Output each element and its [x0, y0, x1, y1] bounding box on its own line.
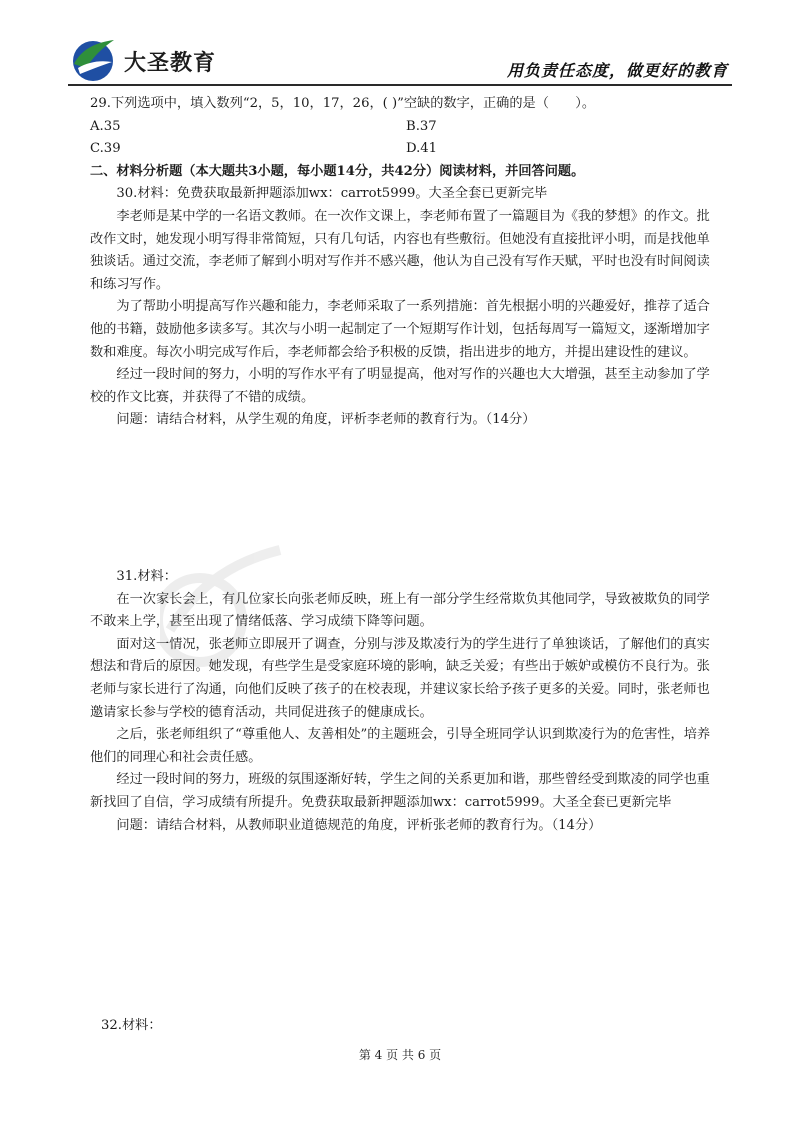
q30-paragraph: 李老师是某中学的一名语文教师。在一次作文课上，李老师布置了一篇题目为《我的梦想》的作文。批改作文时，她发现小明写得非常简短，只有几句话，内容也有些敷衍。但她没有直接批评小明，而是找他单独谈话。通过交流，李老师了解到小明对写作并不感兴趣，他认为自己没有写作天赋，平时也没有时间阅读和练习写作。	[90, 208, 710, 292]
option-b: B.37	[406, 118, 437, 134]
page-content	[90, 93, 722, 432]
q31-paragraph: 在一次家长会上，有几位家长向张老师反映，班上有一部分学生经常欺负其他同学，导致被欺负的同学不敢来上学，甚至出现了情绪低落、学习成绩下降等问题。	[90, 591, 710, 630]
q29-options	[90, 116, 722, 161]
q31-paragraph: 之后，张老师组织了“尊重他人、友善相处”的主题班会，引导全班同学认识到欺凌行为的危害性，培养他们的同理心和社会责任感。	[90, 727, 711, 765]
q31-block	[90, 566, 722, 837]
header-slogan: 用负责任态度，做更好的教育	[506, 61, 728, 80]
q31-question: 问题：请结合材料，从教师职业道德规范的角度，评析张老师的教育行为。（14分）	[116, 817, 602, 833]
header-divider	[68, 84, 732, 86]
q29-stem: 29.下列选项中，填入数列“2，5，10，17，26，( )”空缺的数字，正确的是（ ）。	[90, 96, 596, 111]
page-number: 第 4 页 共 6 页	[358, 1048, 442, 1062]
option-c: C.39	[90, 141, 121, 157]
section-heading: 二、材料分析题（本大题共3小题，每小题14分，共42分）阅读材料，并回答问题。	[90, 163, 585, 179]
page-header	[68, 34, 732, 86]
q30-paragraph: 为了帮助小明提高写作兴趣和能力，李老师采取了一系列措施：首先根据小明的兴趣爱好，推荐了适合他的书籍，鼓励他多读多写。其次与小明一起制定了一个短期写作计划，包括每周写一篇短文，逐渐增加字数和难度。每次小明完成写作后，李老师都会给予积极的反馈，指出进步的地方，并提出建设性的建议。	[90, 299, 710, 360]
option-a: A.35	[90, 118, 121, 134]
q31-label: 31.材料：	[116, 569, 177, 584]
brand-name: 大圣教育	[124, 51, 217, 76]
option-d: D.41	[406, 141, 438, 157]
q30-question: 问题：请结合材料，从学生观的角度，评析李老师的教育行为。（14分）	[116, 412, 536, 428]
dasheng-swoosh-logo-icon	[68, 34, 118, 84]
q30-paragraph: 经过一段时间的努力，小明的写作水平有了明显提高，他对写作的兴趣也大大增强，甚至主动参加了学校的作文比赛，并获得了不错的成绩。	[90, 367, 710, 405]
q30-label: 30.材料：免费获取最新押题添加wx：carrot5999。大圣全套已更新完毕	[116, 186, 548, 202]
q32-label: 32.材料：	[101, 1018, 162, 1033]
q31-paragraph: 经过一段时间的努力，班级的氛围逐渐好转，学生之间的关系更加和谐，那些曾经受到欺凌的同学也重新找回了自信，学习成绩有所提升。免费获取最新押题添加wx：carrot5999。大圣全套已更新完毕	[90, 772, 710, 810]
q31-paragraph: 面对这一情况，张老师立即展开了调查，分别与涉及欺凌行为的学生进行了单独谈话，了解他们的真实想法和背后的原因。她发现，有些学生是受家庭环境的影响，缺乏关爱；有些出于嫉妒或模仿不良行为。张老师与家长进行了沟通，向他们反映了孩子的在校表现，并建议家长给予孩子更多的关爱。同时，张老师也邀请家长参与学校的德育活动，共同促进孩子的健康成长。	[90, 636, 710, 720]
